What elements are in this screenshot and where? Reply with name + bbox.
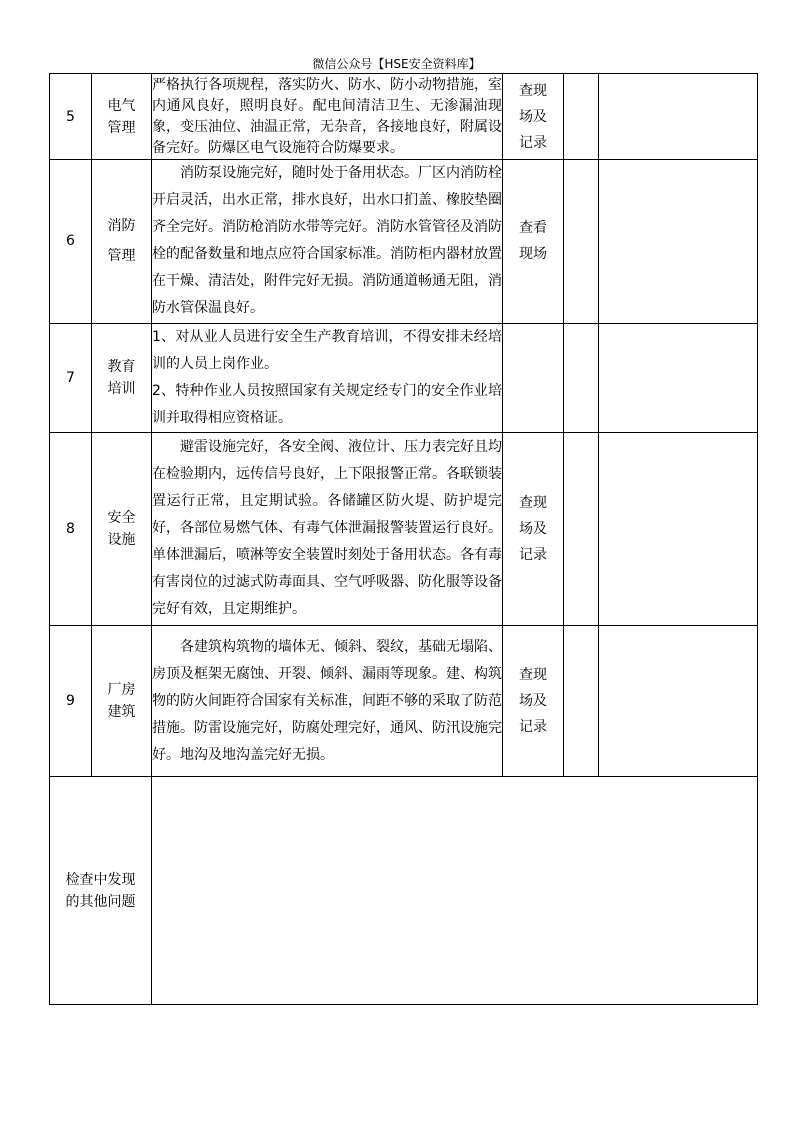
row-result-cell[interactable] (564, 323, 599, 432)
row-method: 查现 场及 记录 (503, 432, 564, 625)
row-content: 各建筑构筑物的墙体无、倾斜、裂纹，基础无塌陷、房顶及框架无腐蚀、开裂、倾斜、漏雨等现象。建、构筑物的防火间距符合国家有关标准，间距不够的采取了防范措施。防雷设施完好，防腐处理完好，通风、防汛设施完好。地沟及地沟盖完好无损。 (152, 626, 503, 777)
row-number: 5 (50, 74, 92, 160)
row-method: 查现 场及 记录 (503, 626, 564, 777)
table-row-8 (50, 432, 758, 625)
row-content: 1、对从业人员进行安全生产教育培训，不得安排未经培训的人员上岗作业。 2、特种作业人员按照国家有关规定经专门的安全作业培训并取得相应资格证。 (152, 323, 503, 432)
row-category: 厂房 建筑 (92, 626, 152, 777)
row-category: 电气 管理 (92, 74, 152, 160)
row-category: 教育 培训 (92, 323, 152, 432)
table-row-7 (50, 323, 758, 432)
table-row-5 (50, 74, 758, 160)
row-result-cell[interactable] (564, 74, 599, 160)
inspection-table (49, 73, 758, 1005)
other-issues-label: 检查中发现 的其他问题 (50, 777, 152, 1005)
row-category: 消防 管理 (92, 160, 152, 323)
row-remark-cell[interactable] (599, 160, 758, 323)
row-content: 消防泵设施完好，随时处于备用状态。厂区内消防栓开启灵活，出水正常，排水良好，出水口扪盖、橡胶垫圈齐全完好。消防枪消防水带等完好。消防水管管径及消防栓的配备数量和地点应符合国家标准。消防柜内器材放置在干燥、清洁处，附件完好无损。消防通道畅通无阻，消防水管保温良好。 (152, 160, 503, 323)
row-result-cell[interactable] (564, 432, 599, 625)
row-remark-cell[interactable] (599, 432, 758, 625)
row-content: 严格执行各项规程，落实防火、防水、防小动物措施，室内通风良好，照明良好。配电间清洁卫生、无渗漏油现象，变压油位、油温正常，无杂音，各接地良好，附属设备完好。防爆区电气设施符合防爆要求。 (152, 74, 503, 160)
row-method: 查看 现场 (503, 160, 564, 323)
row-number: 6 (50, 160, 92, 323)
row-remark-cell[interactable] (599, 74, 758, 160)
row-remark-cell[interactable] (599, 323, 758, 432)
row-result-cell[interactable] (564, 160, 599, 323)
row-method: 查现 场及 记录 (503, 74, 564, 160)
table-row-6 (50, 160, 758, 323)
row-number: 7 (50, 323, 92, 432)
row-number: 9 (50, 626, 92, 777)
page-header: 微信公众号【HSE安全资料库】 (312, 57, 481, 71)
row-remark-cell[interactable] (599, 626, 758, 777)
row-result-cell[interactable] (564, 626, 599, 777)
other-issues-field[interactable] (152, 777, 758, 1005)
row-category: 安全 设施 (92, 432, 152, 625)
table-row-9 (50, 626, 758, 777)
row-method (503, 323, 564, 432)
row-content: 避雷设施完好，各安全阀、液位计、压力表完好且均在检验期内，远传信号良好，上下限报警正常。各联锁装置运行正常，且定期试验。各储罐区防火堤、防护堤完好，各部位易燃气体、有毒气体泄漏报警装置运行良好。单体泄漏后，喷淋等安全装置时刻处于备用状态。各有毒有害岗位的过滤式防毒面具、空气呼吸器、防化服等设备完好有效，且定期维护。 (152, 432, 503, 625)
row-number: 8 (50, 432, 92, 625)
table-row-other-issues (50, 777, 758, 1005)
